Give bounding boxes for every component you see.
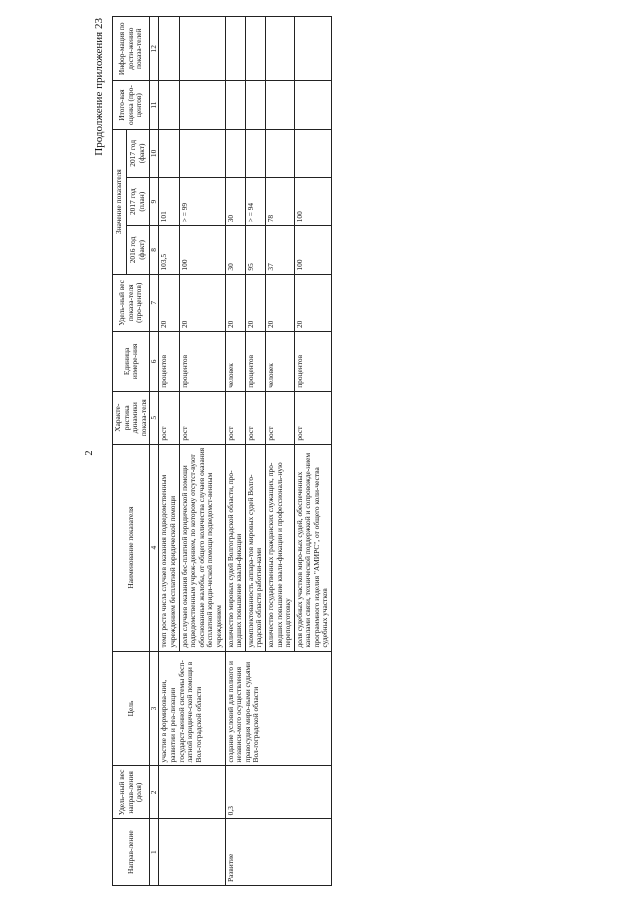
- header-value-group: Значение показателя: [113, 129, 127, 274]
- unit-cell: человек: [265, 332, 294, 392]
- column-number: 2: [150, 766, 159, 819]
- column-number: 10: [150, 129, 159, 177]
- column-number: 5: [150, 391, 159, 444]
- direction-weight-cell: [159, 766, 225, 819]
- unit-cell: процентов: [179, 332, 225, 392]
- dynamics-cell: рост: [294, 391, 331, 444]
- value-2017-plan-cell: 78: [265, 178, 294, 226]
- achievement-info-cell: [245, 17, 265, 81]
- header-direction-weight: Удель-ный вес направ-ления (доля): [113, 766, 150, 819]
- value-2017-fact-cell: [294, 129, 331, 177]
- indicator-name-cell: количество государственных гражданских служащих, про-шедших повышение квали-фикации и профессиональ-ную переподготовку: [265, 444, 294, 651]
- header-indicator-name: Наименование показателя: [113, 444, 150, 651]
- value-2016-fact-cell: 100: [294, 226, 331, 274]
- unit-cell: процентов: [159, 332, 179, 392]
- column-number: 6: [150, 332, 159, 392]
- column-number: 4: [150, 444, 159, 651]
- rotated-landscape-page: [92, 16, 640, 886]
- indicator-name-cell: темп роста числа случаев оказания подведомственным учреждением бесплатной юридической помощи: [159, 444, 179, 651]
- value-2017-plan-cell: > = 94: [245, 178, 265, 226]
- column-number: 12: [150, 17, 159, 81]
- value-2016-fact-cell: 37: [265, 226, 294, 274]
- goal-cell: создание условий для полного и независи-мого осуществления правосудия миро-выми судьями Вол-гоградской области: [225, 651, 332, 766]
- value-2017-fact-cell: [245, 129, 265, 177]
- final-score-cell: [159, 81, 179, 129]
- indicators-table: [112, 16, 332, 886]
- indicator-weight-cell: 20: [265, 274, 294, 331]
- achievement-info-cell: [265, 17, 294, 81]
- header-2017-fact: 2017 год (факт): [126, 129, 150, 177]
- unit-cell: процентов: [294, 332, 331, 392]
- column-number: 7: [150, 274, 159, 331]
- column-number: 9: [150, 178, 159, 226]
- indicator-weight-cell: 20: [245, 274, 265, 331]
- value-2017-plan-cell: 101: [159, 178, 179, 226]
- header-goal: Цель: [113, 651, 150, 766]
- header-unit: Единица измере-ния: [113, 332, 150, 392]
- direction-cell: [159, 819, 225, 886]
- header-indicator-weight: Удель-ный вес показа-теля (про-центов): [113, 274, 150, 331]
- value-2016-fact-cell: 100: [179, 226, 225, 274]
- final-score-cell: [179, 81, 225, 129]
- indicator-name-cell: количество мировых судей Волгоградской области, про-шедших повышение квали-фикации: [225, 444, 245, 651]
- value-2017-plan-cell: 100: [294, 178, 331, 226]
- final-score-cell: [245, 81, 265, 129]
- value-2017-fact-cell: [159, 129, 179, 177]
- column-number: 3: [150, 651, 159, 766]
- dynamics-cell: рост: [265, 391, 294, 444]
- final-score-cell: [265, 81, 294, 129]
- value-2017-fact-cell: [225, 129, 245, 177]
- indicator-weight-cell: 20: [225, 274, 245, 331]
- direction-cell: Развитие: [225, 819, 332, 886]
- value-2016-fact-cell: 103,5: [159, 226, 179, 274]
- column-number: 1: [150, 819, 159, 886]
- achievement-info-cell: [179, 17, 225, 81]
- value-2017-fact-cell: [179, 129, 225, 177]
- header-final-score: Итого-вая оценка (про-центов): [113, 81, 150, 129]
- value-2017-plan-cell: 30: [225, 178, 245, 226]
- indicator-name-cell: укомплектованность аппара-тов мировых судей Волго-градской области работни-ками: [245, 444, 265, 651]
- value-2016-fact-cell: 95: [245, 226, 265, 274]
- dynamics-cell: рост: [179, 391, 225, 444]
- page-number: 2: [84, 450, 95, 456]
- header-2016-fact: 2016 год (факт): [126, 226, 150, 274]
- direction-weight-cell: 0,3: [225, 766, 332, 819]
- achievement-info-cell: [225, 17, 245, 81]
- final-score-cell: [225, 81, 245, 129]
- value-2017-plan-cell: > = 99: [179, 178, 225, 226]
- indicator-weight-cell: 20: [159, 274, 179, 331]
- dynamics-cell: рост: [159, 391, 179, 444]
- indicator-name-cell: доля судебных участков миро-вых судей, обеспеченных каналами связи, технической поддержкой и сопровожде-нием программного изделия "АМИРС", от общего коли-чества судебных участков: [294, 444, 331, 651]
- achievement-info-cell: [294, 17, 331, 81]
- header-achievement-info: Инфор-мация по дости-жению показа-телей: [113, 17, 150, 81]
- unit-cell: процентов: [245, 332, 265, 392]
- indicator-weight-cell: 20: [294, 274, 331, 331]
- column-number: 11: [150, 81, 159, 129]
- header-row: [113, 17, 127, 886]
- table-row: [159, 17, 179, 886]
- dynamics-cell: рост: [225, 391, 245, 444]
- continuation-title: Продолжение приложения 23: [93, 18, 105, 156]
- final-score-cell: [294, 81, 331, 129]
- indicator-name-cell: доля случаев оказания бес-платной юридической помощи подведомственным учреж-дением, по которому отсутст-вуют обоснованные жалобы, от общего количества случаев оказания бесплатной юриди-ческой помощи подведомст-венным учреждением: [179, 444, 225, 651]
- column-number-row: [150, 17, 159, 886]
- value-2016-fact-cell: 30: [225, 226, 245, 274]
- dynamics-cell: рост: [245, 391, 265, 444]
- indicator-weight-cell: 20: [179, 274, 225, 331]
- goal-cell: участие в формирова-нии, развитии и реа-лизации государст-венной системы бесп-латной юридиче-ской помощи в Вол-гоградской области: [159, 651, 225, 766]
- table-row: [225, 17, 245, 886]
- column-number: 8: [150, 226, 159, 274]
- value-2017-fact-cell: [265, 129, 294, 177]
- unit-cell: человек: [225, 332, 245, 392]
- achievement-info-cell: [159, 17, 179, 81]
- header-dynamics: Характе-ристика динамики показа-теля: [113, 391, 150, 444]
- header-2017-plan: 2017 год (план): [126, 178, 150, 226]
- header-direction: Направ-ление: [113, 819, 150, 886]
